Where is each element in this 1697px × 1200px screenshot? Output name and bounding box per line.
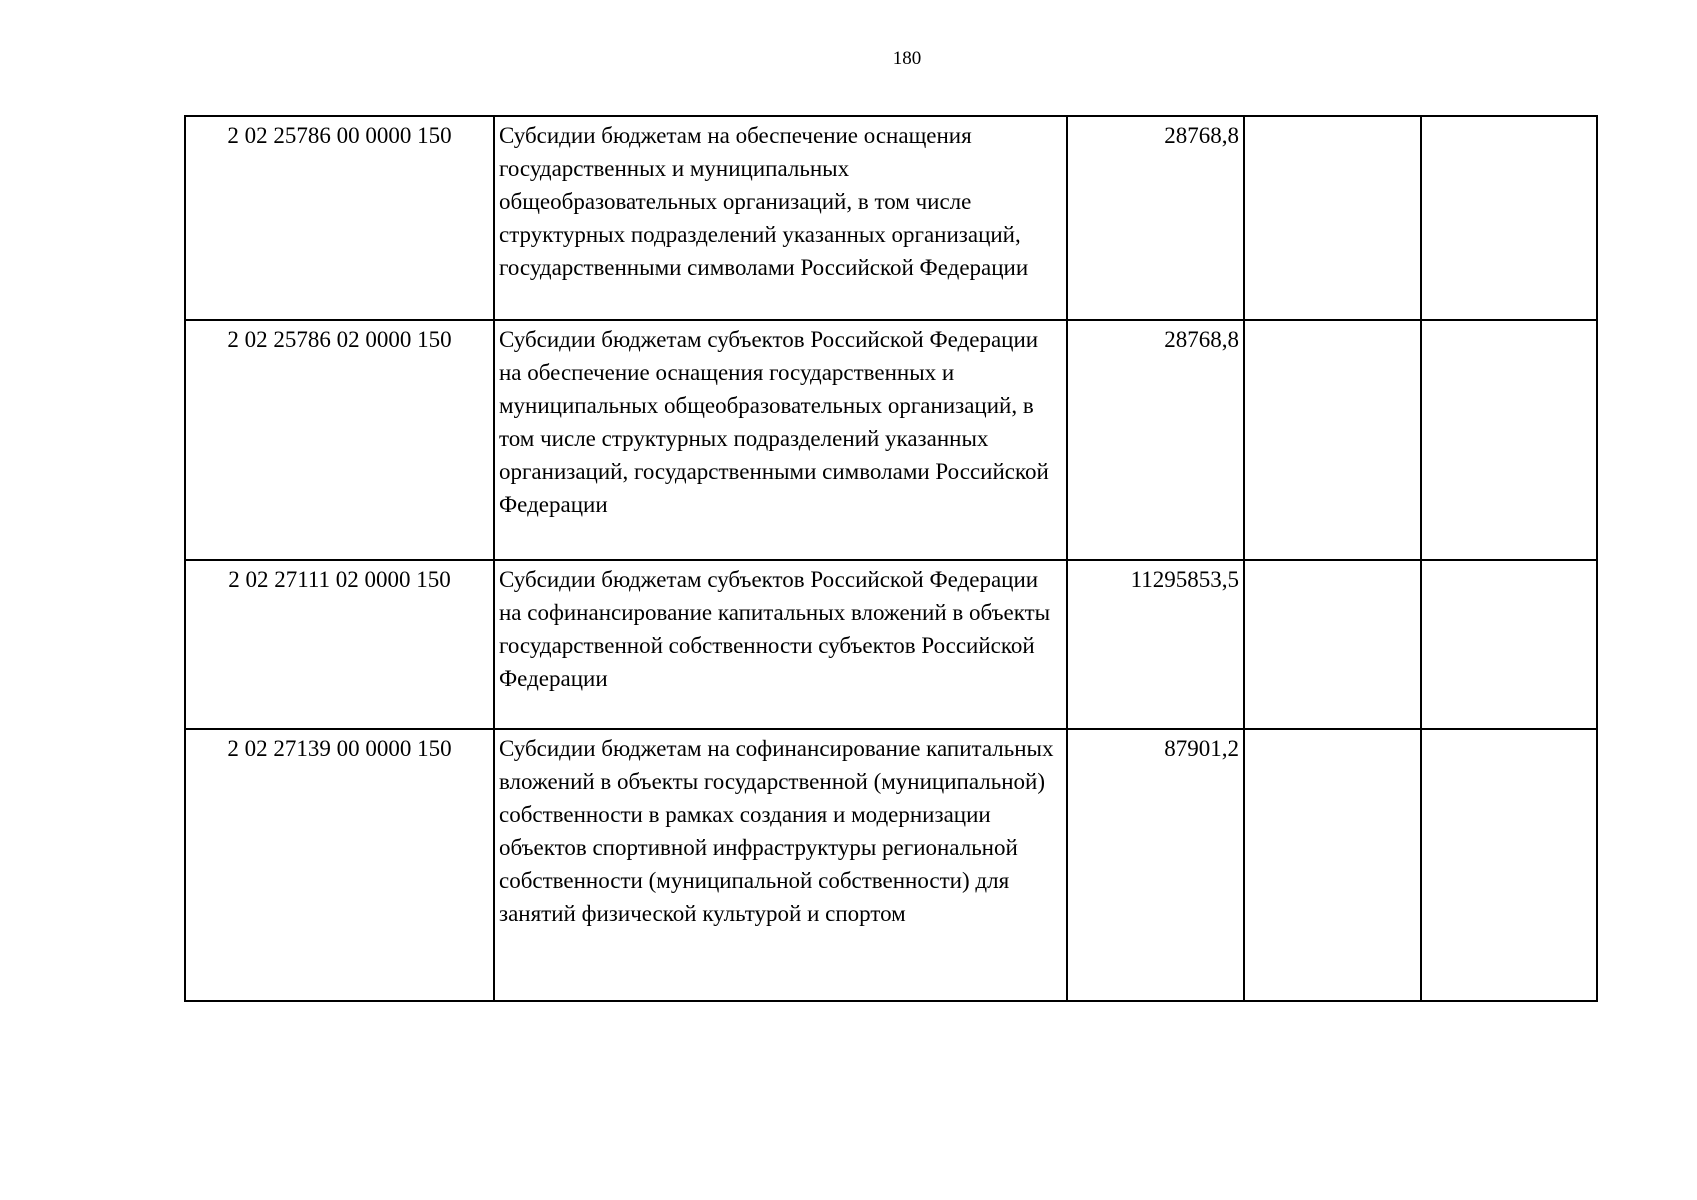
table-row [185, 560, 1597, 729]
budget-amount: 28768,8 [1067, 320, 1244, 560]
empty-cell [1244, 320, 1421, 560]
empty-cell [1244, 729, 1421, 1001]
budget-code: 2 02 27139 00 0000 150 [185, 729, 494, 1001]
table-row [185, 320, 1597, 560]
budget-item-name: Субсидии бюджетам субъектов Российской Федерации на софинансирование капитальных вложений в объекты государственной собственности субъектов Российской Федерации [494, 560, 1067, 729]
budget-code: 2 02 25786 00 0000 150 [185, 116, 494, 320]
budget-amount: 11295853,5 [1067, 560, 1244, 729]
budget-item-name: Субсидии бюджетам на софинансирование капитальных вложений в объекты государственной (муниципальной) собственности в рамках создания и модернизации объектов спортивной инфраструктуры региональной собственности (муниципальной собственности) для занятий физической культурой и спортом [494, 729, 1067, 1001]
budget-table [184, 115, 1598, 1002]
budget-item-name: Субсидии бюджетам на обеспечение оснащения государственных и муниципальных общеобразовательных организаций, в том числе структурных подразделений указанных организаций, государственными символами Российской Федерации [494, 116, 1067, 320]
budget-code: 2 02 27111 02 0000 150 [185, 560, 494, 729]
budget-item-name: Субсидии бюджетам субъектов Российской Федерации на обеспечение оснащения государственных и муниципальных общеобразовательных организаций, в том числе структурных подразделений указанных организаций, государственными символами Российской Федерации [494, 320, 1067, 560]
budget-amount: 87901,2 [1067, 729, 1244, 1001]
page-number: 180 [892, 48, 922, 69]
empty-cell [1421, 560, 1597, 729]
budget-code: 2 02 25786 02 0000 150 [185, 320, 494, 560]
empty-cell [1244, 116, 1421, 320]
empty-cell [1421, 729, 1597, 1001]
budget-amount: 28768,8 [1067, 116, 1244, 320]
table-row [185, 116, 1597, 320]
empty-cell [1244, 560, 1421, 729]
empty-cell [1421, 116, 1597, 320]
empty-cell [1421, 320, 1597, 560]
table-row [185, 729, 1597, 1001]
